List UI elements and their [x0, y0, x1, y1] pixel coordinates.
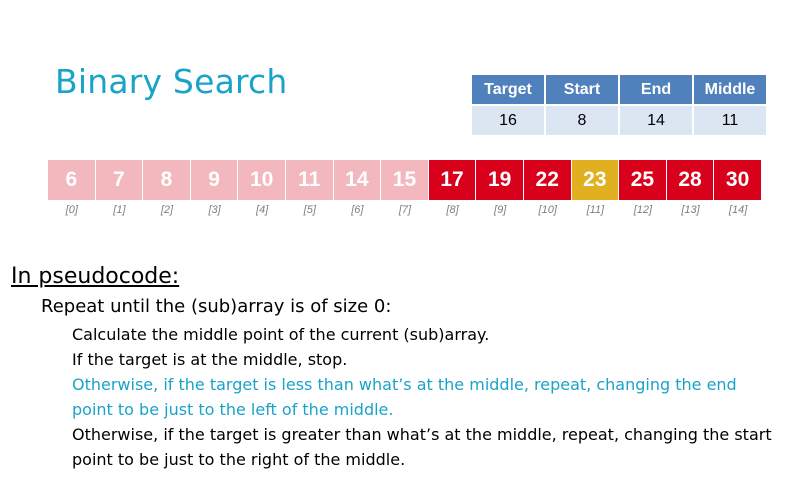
- array-index-label: [5]: [303, 204, 316, 216]
- header-middle: Middle: [693, 74, 767, 105]
- array-cell: 11: [286, 160, 334, 200]
- array-index-label: [7]: [398, 204, 412, 216]
- array-cell: 25: [619, 160, 667, 200]
- array-index-label: [4]: [256, 204, 269, 216]
- array-index-label: [12]: [633, 204, 653, 216]
- pseudocode-line: If the target is at the middle, stop.: [72, 350, 348, 369]
- pseudocode-line-highlighted: Otherwise, if the target is less than what’s at the middle, repeat, changing the end: [72, 375, 737, 394]
- pseudocode-line-highlighted: point to be just to the left of the middle.: [72, 400, 394, 419]
- array-cell: 22: [524, 160, 572, 200]
- pseudocode-line: point to be just to the right of the middle.: [72, 450, 406, 469]
- table-row: [471, 105, 767, 136]
- pseudocode-line: Otherwise, if the target is greater than what’s at the middle, repeat, changing the start: [72, 425, 772, 444]
- array-index-label: [0]: [65, 204, 78, 216]
- pseudocode-line: Calculate the middle point of the current (sub)array.: [72, 325, 490, 344]
- header-start: Start: [545, 74, 619, 105]
- array-cell: 28: [667, 160, 715, 200]
- array-cell: 19: [476, 160, 524, 200]
- array-cell: 6: [48, 160, 96, 200]
- array-index-label: [6]: [351, 204, 364, 216]
- header-end: End: [619, 74, 693, 105]
- array-index-label: [3]: [208, 204, 221, 216]
- array-cell: 14: [334, 160, 382, 200]
- array-cell: 8: [143, 160, 191, 200]
- array-index-label: [9]: [494, 204, 507, 216]
- value-start: 8: [545, 105, 619, 136]
- page-title: Binary Search: [55, 62, 288, 101]
- array-index-label: [2]: [160, 204, 174, 216]
- header-target: Target: [471, 74, 545, 105]
- array-cells: [48, 160, 762, 200]
- pseudocode-repeat: Repeat until the (sub)array is of size 0:: [41, 296, 392, 317]
- array-index-label: [14]: [728, 204, 748, 216]
- array-cell: 17: [429, 160, 477, 200]
- array-indices: [48, 204, 762, 216]
- array-cell: 30: [714, 160, 762, 200]
- array-cell: 9: [191, 160, 239, 200]
- value-middle: 11: [693, 105, 767, 136]
- array-cell: 15: [381, 160, 429, 200]
- value-target: 16: [471, 105, 545, 136]
- array-index-label: [8]: [446, 204, 459, 216]
- array-cell: 23: [572, 160, 620, 200]
- array-index-label: [10]: [538, 204, 557, 216]
- array-index-label: [11]: [586, 204, 605, 216]
- table-header-row: [471, 74, 767, 105]
- array-index-label: [1]: [113, 204, 126, 216]
- search-state-table: [470, 73, 768, 137]
- pseudocode-steps: [72, 322, 800, 472]
- array-index-label: [13]: [681, 204, 700, 216]
- array-cell: 10: [238, 160, 286, 200]
- value-end: 14: [619, 105, 693, 136]
- pseudocode-heading: In pseudocode:: [11, 264, 180, 289]
- array-cell: 7: [96, 160, 144, 200]
